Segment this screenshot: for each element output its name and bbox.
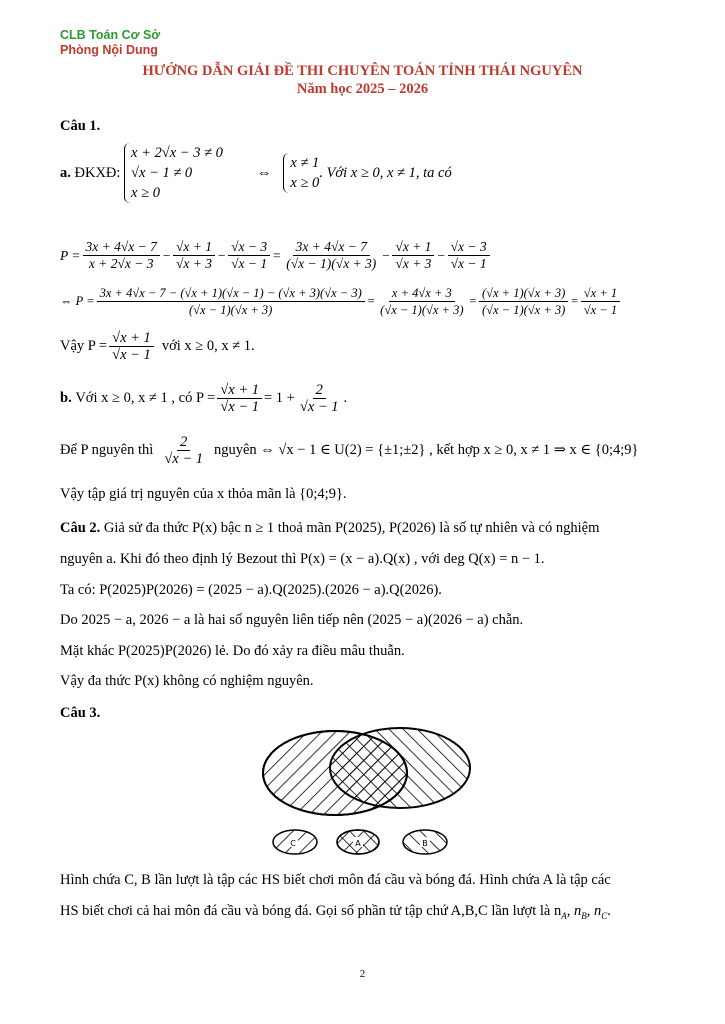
eq-lhs: P =: [60, 247, 81, 263]
eq-lhs: ⇔ P =: [60, 294, 95, 308]
p-equation-2: ⇔ P = $\frac{3x + 4√x - 7 - (√x + 1)(√x - 1) - (√x + 3)(√x - 3)}{(√x - 1)(√x + 3)}$ = $\frac{x + 4√x + 3}{(√x - 1)(√x + 3)}$ = $\frac{(√x + 1)(√x + 3)}{(√x - 1)(√x + 3)}$ = $\frac{√x + 1}{√x - 1}$: [60, 285, 622, 318]
numerator: 2: [177, 434, 190, 451]
numerator: √x + 1: [173, 239, 215, 256]
denominator: x + 2√x − 3: [88, 256, 154, 271]
numerator: 3x + 4√x − 7: [293, 239, 370, 256]
document-year: Năm học 2025 – 2026: [296, 81, 429, 97]
fraction: [283, 239, 379, 272]
fraction: [479, 285, 568, 318]
label-c: C: [290, 839, 296, 848]
system-line: x ≥ 0: [290, 175, 320, 191]
conclusion-text: Vậy P =: [60, 338, 108, 354]
cau2-heading: Câu 2.: [60, 520, 101, 536]
denominator: √x − 1: [583, 303, 618, 317]
denominator: √x − 1: [220, 399, 259, 415]
condition-system-2: [283, 153, 319, 193]
numerator: √x + 1: [392, 239, 434, 256]
fraction: [392, 239, 434, 272]
club-name: CLB Toán Cơ Sở: [60, 28, 161, 42]
cau3-text: HS biết chơi cả hai môn đá cầu và bóng đá. Gọi số phần tử tập chứ A,B,C lần lượt là n: [60, 903, 562, 919]
label-b: B: [422, 839, 428, 848]
cau2-line-1: [60, 520, 599, 537]
cau1b-line: b. Với x ≥ 0, x ≠ 1 , có P = $\frac{√x + 1}{√x - 1}$ = 1 + $\frac{2}{√x - 1}$ .: [60, 382, 348, 415]
numerator: √x + 1: [217, 382, 262, 399]
department-name: Phòng Nội Dung: [60, 43, 158, 57]
condition-system-1: [124, 143, 223, 203]
cau1a-conclusion: [60, 330, 255, 363]
equiv-symbol: ⇔: [256, 164, 272, 181]
subscript-c: C: [601, 910, 608, 921]
system-line: √x − 1 ≠ 0: [131, 165, 193, 181]
numerator: √x + 1: [581, 285, 620, 302]
numerator: 3x + 4√x − 7: [83, 239, 160, 256]
one-plus: = 1 +: [264, 390, 295, 406]
cau1b-integer-condition: [60, 434, 639, 467]
fraction: [228, 239, 270, 272]
system-line: x + 2√x − 3 ≠ 0: [131, 145, 223, 161]
venn-diagram: [250, 718, 480, 858]
denominator: √x − 1: [112, 347, 151, 363]
cau2-line-3: Ta có: P(2025)P(2026) = (2025 − a).Q(2025).(2026 − a).Q(2026).: [60, 582, 442, 598]
denominator: √x − 1: [164, 451, 203, 467]
cau3-text-2: HS biết chơi cả hai môn đá cầu và bóng đá. Gọi số phần tử tập chứ A,B,C lần lượt là $n_A$, $n_B$, $n_C$.: [60, 903, 611, 921]
p-equation-1: P = $\frac{3x + 4√x - 7}{x + 2√x - 3}$ − $\frac{√x + 1}{√x + 3}$ − $\frac{√x - 3}{√x - 1}$ = $\frac{3x + 4√x - 7}{(√x - 1)(√x + 3)}$ − $\frac{√x + 1}{√x + 3}$ − $\frac{√x - 3}{√x - 1}$: [60, 239, 492, 272]
fraction: [83, 239, 160, 272]
fraction: [97, 285, 365, 318]
cau2-text: Giả sử đa thức P(x) bậc n ≥ 1 thoả mãn P(2025), P(2026) là số tự nhiên và có nghiệm: [103, 520, 600, 536]
denominator: (√x − 1)(√x + 3): [481, 303, 566, 317]
denominator: √x + 3: [176, 256, 213, 271]
dkxd-label: ĐKXĐ:: [74, 164, 121, 181]
denominator: (√x − 1)(√x + 3): [286, 256, 377, 271]
cau3-text-1: Hình chứa C, B lần lượt là tập các HS biết chơi môn đá cầu và bóng đá. Hình chứa A là tập các: [60, 872, 611, 888]
cau2-line-2: nguyên a. Khi đó theo định lý Bezout thì P(x) = (x − a).Q(x) , với deg Q(x) = n − 1.: [60, 551, 545, 567]
denominator: √x − 1: [299, 399, 339, 415]
numerator: 2: [313, 382, 326, 399]
numerator: 3x + 4√x − 7 − (√x + 1)(√x − 1) − (√x + 3)(√x − 3): [97, 285, 365, 302]
cau1b-conclusion: Vậy tập giá trị nguyên của x thỏa mãn là {0;4;9}.: [60, 486, 347, 502]
subscript-a: A: [561, 910, 567, 921]
fraction: [109, 330, 154, 363]
cau1b-label: b.: [60, 390, 72, 406]
denominator: (√x − 1)(√x + 3): [189, 303, 273, 317]
fraction: [297, 382, 342, 415]
de-p-text: Để P nguyên thì: [60, 442, 154, 458]
conclusion-condition: với x ≥ 0, x ≠ 1.: [161, 338, 255, 354]
fraction: [161, 434, 206, 467]
cau1a-label: a.: [60, 164, 71, 181]
denominator: √x + 3: [395, 256, 432, 271]
system-line: x ≥ 0: [131, 185, 160, 201]
numerator: √x + 1: [109, 330, 154, 347]
cau2-line-6: Vậy đa thức P(x) không có nghiệm nguyên.: [60, 673, 314, 689]
numerator: (√x + 1)(√x + 3): [479, 285, 568, 302]
label-a: A: [355, 839, 361, 848]
fraction: [448, 239, 490, 272]
denominator: √x − 1: [450, 256, 487, 271]
page-number: 2: [359, 968, 366, 980]
document-title: HƯỚNG DẪN GIẢI ĐỀ THI CHUYÊN TOÁN TỈNH THÁI NGUYÊN: [142, 63, 583, 79]
nguyen-text: nguyên ⇔ √x − 1 ∈ U(2) = {±1;±2} , kết hợp x ≥ 0, x ≠ 1 ⇒ x ∈ {0;4;9}: [214, 442, 639, 458]
cau2-line-5: Mặt khác P(2025)P(2026) lẻ. Do đó xảy ra điều mâu thuẫn.: [60, 643, 405, 659]
denominator: (√x − 1)(√x + 3): [380, 303, 464, 317]
fraction: [173, 239, 215, 272]
numerator: √x − 3: [228, 239, 270, 256]
numerator: x + 4√x + 3: [389, 285, 455, 302]
cau3-heading: Câu 3.: [60, 705, 101, 721]
cau1b-text: Với x ≥ 0, x ≠ 1 , có P =: [75, 390, 216, 406]
cau1a-condition: [60, 143, 452, 203]
cau1-heading: Câu 1.: [60, 118, 101, 134]
system-line: x ≠ 1: [290, 155, 320, 171]
cau2-line-4: Do 2025 − a, 2026 − a là hai số nguyên liên tiếp nên (2025 − a)(2026 − a) chẵn.: [60, 612, 524, 628]
condition-text: . Với x ≥ 0, x ≠ 1, ta có: [319, 164, 452, 181]
denominator: √x − 1: [231, 256, 268, 271]
fraction: [217, 382, 262, 415]
fraction: [377, 285, 466, 318]
numerator: √x − 3: [448, 239, 490, 256]
fraction: [581, 285, 620, 318]
subscript-b: B: [581, 910, 587, 921]
